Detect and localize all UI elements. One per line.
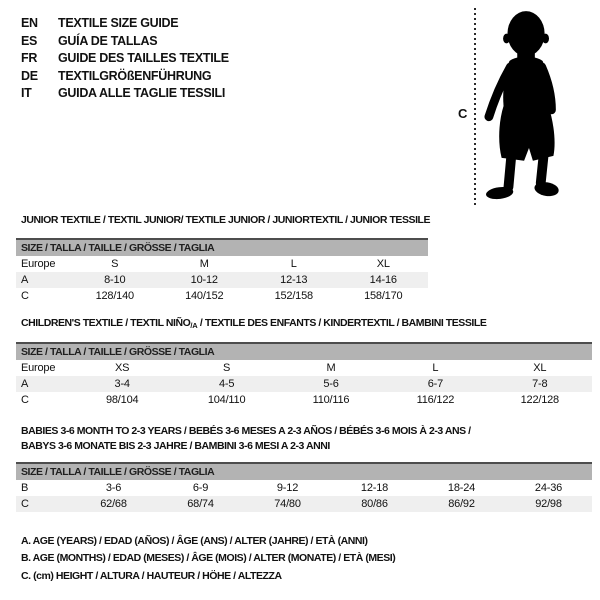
- language-title: GUIDA ALLE TAGLIE TESSILI: [58, 86, 226, 100]
- language-row-es: [21, 33, 229, 51]
- size-value: L: [290, 258, 297, 270]
- language-code: ES: [21, 33, 38, 48]
- table-row-age-years: [16, 272, 428, 288]
- age-value: 6-7: [427, 378, 444, 390]
- age-value: 9-12: [276, 482, 299, 494]
- junior-size-table: [16, 238, 428, 304]
- height-value: 122/128: [520, 394, 559, 406]
- footnote-a-age-years: A. AGE (YEARS) / EDAD (AÑOS) / ÂGE (ANS) / ALTER (JAHRE) / ETÀ (ANNI): [21, 535, 368, 547]
- footnote-legend: [21, 533, 395, 585]
- height-value: 62/68: [100, 498, 127, 510]
- language-list: [21, 15, 229, 103]
- height-value: 68/74: [187, 498, 214, 510]
- children-table-title: [21, 317, 486, 329]
- height-value: 152/158: [274, 290, 313, 302]
- babies-size-table: [16, 462, 592, 512]
- height-value: 80/86: [361, 498, 388, 510]
- height-value: 92/98: [535, 498, 562, 510]
- age-value: 6-9: [192, 482, 209, 494]
- height-value: 110/116: [312, 394, 350, 406]
- children-title-prefix: CHILDREN'S TEXTILE / TEXTIL NIÑO: [21, 317, 191, 329]
- children-title-suffix: / TEXTILE DES ENFANTS / KINDERTEXTIL / BAMBINI TESSILE: [197, 317, 487, 329]
- size-header-band: SIZE / TALLA / TAILLE / GRÖSSE / TAGLIA: [16, 464, 592, 480]
- row-label: Europe: [21, 362, 56, 374]
- age-value: 3-4: [114, 378, 130, 390]
- table-row-europe: [16, 360, 592, 376]
- language-title: TEXTILE SIZE GUIDE: [58, 16, 179, 30]
- footnote-b-age-months: B. AGE (MONTHS) / EDAD (MESES) / ÂGE (MOIS) / ALTER (MONATE) / ETÀ (MESI): [21, 552, 396, 565]
- row-label: Europe: [21, 258, 56, 270]
- table-row-height-cm: [16, 288, 428, 304]
- language-code: FR: [21, 51, 38, 65]
- height-value: 158/170: [364, 290, 403, 302]
- age-value: 14-16: [369, 274, 397, 286]
- size-header-band: SIZE / TALLA / TAILLE / GRÖSSE / TAGLIA: [16, 344, 592, 360]
- size-value: M: [199, 258, 209, 270]
- babies-table-title-line1: BABIES 3-6 MONTH TO 2-3 YEARS / BEBÉS 3-6 MESES A 2-3 AÑOS / BÉBÉS 3-6 MOIS À 2-3 ANS /: [21, 425, 471, 437]
- size-value: L: [432, 362, 439, 374]
- height-value: 128/140: [95, 290, 134, 302]
- table-row-height-cm: [16, 392, 592, 408]
- language-code: EN: [21, 16, 38, 30]
- children-size-table: [16, 342, 592, 408]
- age-value: 10-12: [190, 274, 218, 286]
- size-value: XS: [115, 362, 130, 374]
- row-label: B: [21, 482, 29, 494]
- row-label: A: [21, 378, 29, 390]
- age-value: 4-5: [218, 378, 235, 390]
- age-value: 7-8: [532, 378, 548, 390]
- table-row-height-cm: [16, 496, 592, 512]
- age-value: 18-24: [447, 482, 476, 494]
- row-label: C: [21, 394, 29, 406]
- language-code: IT: [21, 86, 32, 100]
- table-row-europe: [16, 256, 428, 272]
- row-label: C: [21, 290, 29, 302]
- height-value: 74/80: [274, 498, 301, 510]
- size-value: XL: [376, 258, 390, 270]
- age-value: 12-13: [280, 274, 308, 286]
- children-title-subscript: /A: [190, 321, 198, 330]
- height-value: 140/152: [185, 290, 224, 302]
- babies-table-title-line2: BABYS 3-6 MONATE BIS 2-3 JAHRE / BAMBINI 3-6 MESI A 2-3 ANNI: [21, 440, 330, 452]
- junior-table-title: JUNIOR TEXTILE / TEXTIL JUNIOR/ TEXTILE JUNIOR / JUNIORTEXTIL / JUNIOR TESSILE: [21, 214, 431, 226]
- toddler-silhouette-icon: [484, 7, 572, 205]
- age-value: 8-10: [104, 274, 126, 286]
- language-row-de: [21, 68, 229, 86]
- footnote-c-height-cm: C. (cm) HEIGHT / ALTURA / HAUTEUR / HÖHE / ALTEZZA: [21, 569, 282, 582]
- language-code: DE: [21, 68, 38, 83]
- age-value: 3-6: [105, 482, 122, 494]
- height-measure-label: C: [458, 106, 468, 121]
- size-value: XL: [533, 362, 547, 374]
- language-row-it: [21, 85, 229, 103]
- language-row-en: [21, 15, 229, 33]
- age-value: 24-36: [534, 482, 563, 494]
- language-title: GUÍA DE TALLAS: [58, 33, 158, 48]
- row-label: A: [21, 274, 29, 286]
- row-label: C: [21, 498, 29, 510]
- height-measure-dashed-line: [474, 8, 476, 207]
- age-value: 12-18: [360, 482, 389, 494]
- language-title: TEXTILGRÖßENFÜHRUNG: [58, 68, 212, 83]
- size-value: S: [223, 362, 231, 374]
- size-value: S: [111, 258, 119, 270]
- size-header-band: SIZE / TALLA / TAILLE / GRÖSSE / TAGLIA: [16, 240, 428, 256]
- height-value: 104/110: [207, 394, 246, 406]
- height-value: 98/104: [105, 394, 139, 406]
- height-value: 116/122: [416, 394, 455, 406]
- size-value: M: [326, 362, 336, 374]
- age-value: 5-6: [323, 378, 339, 390]
- table-row-age-years: [16, 376, 592, 392]
- height-value: 86/92: [448, 498, 475, 510]
- language-title: GUIDE DES TAILLES TEXTILE: [58, 51, 229, 65]
- table-row-age-months: [16, 480, 592, 496]
- language-row-fr: [21, 50, 229, 68]
